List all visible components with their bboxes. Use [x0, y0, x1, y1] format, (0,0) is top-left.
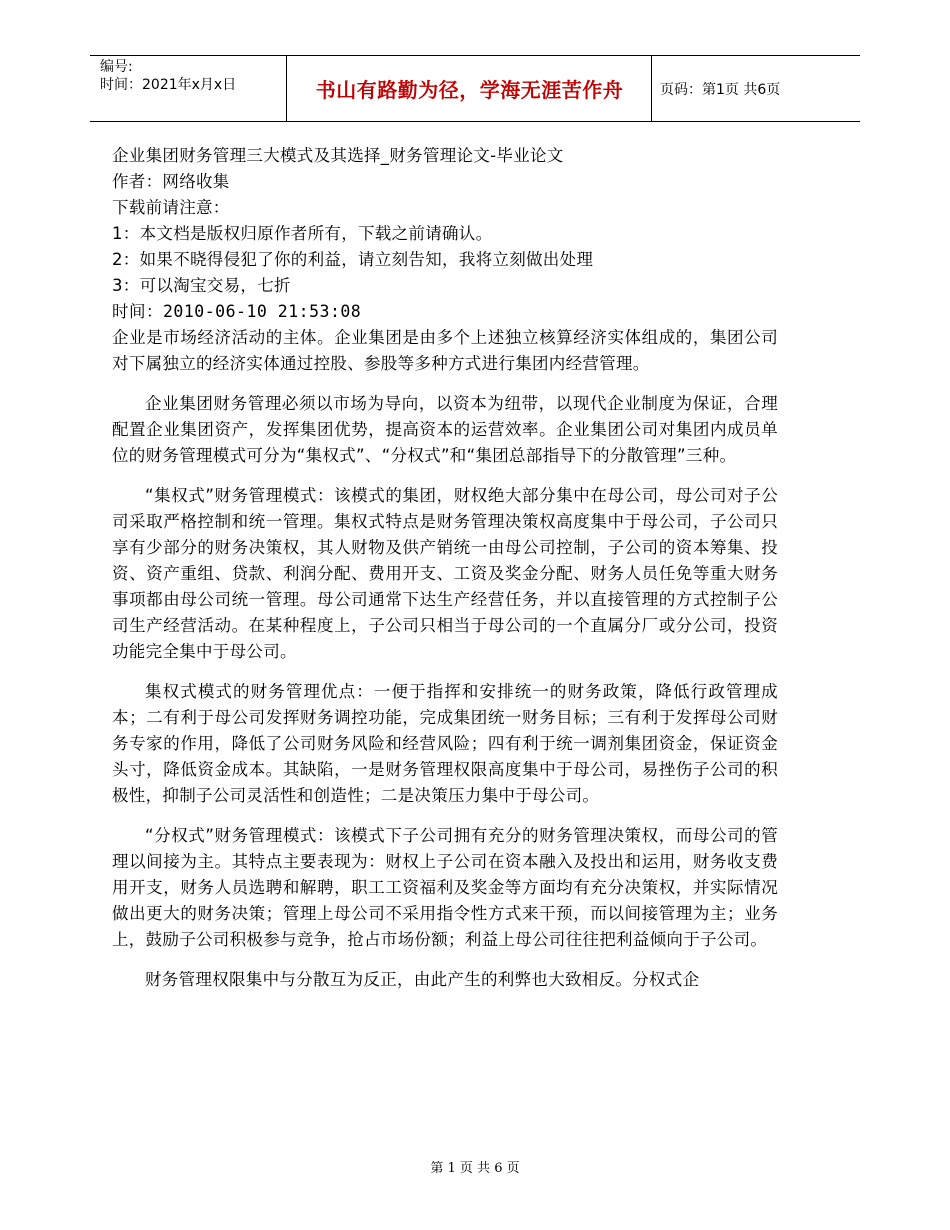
- notice-item-2: 2：如果不晓得侵犯了你的利益，请立刻告知，我将立刻做出处理: [112, 250, 594, 269]
- number-label: 编号:: [100, 59, 133, 75]
- document-body: [112, 143, 778, 1007]
- document-author: 作者：网络收集: [112, 172, 230, 191]
- paragraph-6: 财务管理权限集中与分散互为反正，由此产生的利弊也大致相反。分权式企: [145, 970, 700, 989]
- paragraph-4: 集权式模式的财务管理优点：一便于指挥和安排统一的财务政策，降低行政管理成本；二有利于母公司发挥财务调控功能，完成集团统一财务目标；三有利于发挥母公司财务专家的作用，降低了公司财务风险和经营风险；四有利于统一调剂集团资金，保证资金头寸，降低资金成本。其缺陷，一是财务管理权限高度集中于母公司，易挫伤子公司的积极性，抑制子公司灵活性和创造性；二是决策压力集中于母公司。: [112, 682, 778, 805]
- document-time: 时间：2010-06-10 21:53:08: [112, 302, 362, 321]
- paragraph-3: “集权式”财务管理模式：该模式的集团，财权绝大部分集中在母公司，母公司对子公司采取严格控制和统一管理。集权式特点是财务管理决策权高度集中于母公司，子公司只享有少部分的财务决策权，其人财物及供产销统一由母公司控制，子公司的资本筹集、投资、资产重组、贷款、利润分配、费用开支、工资及奖金分配、财务人员任免等重大财务事项都由母公司统一管理。母公司通常下达生产经营任务，并以直接管理的方式控制子公司生产经营活动。在某种程度上，子公司只相当于母公司的一个直属分厂或分公司，投资功能完全集中于母公司。: [112, 486, 778, 661]
- document-title: 企业集团财务管理三大模式及其选择_财务管理论文-毕业论文: [112, 146, 564, 165]
- paragraph-2: 企业集团财务管理必须以市场为导向，以资本为纽带，以现代企业制度为保证，合理配置企业集团资产，发挥集团优势，提高资本的运营效率。企业集团公司对集团内成员单位的财务管理模式可分为“集权式”、“分权式”和“集团总部指导下的分散管理”三种。: [112, 394, 778, 465]
- paragraph-1: 企业是市场经济活动的主体。企业集团是由多个上述独立核算经济实体组成的，集团公司对下属独立的经济实体通过控股、参股等多种方式进行集团内经营管理。: [112, 328, 778, 373]
- header-page-info: 页码：第1页 共6页: [660, 81, 781, 98]
- page-header: [90, 55, 860, 122]
- date-label: 时间：2021年x月x日: [100, 77, 237, 93]
- notice-heading: 下载前请注意：: [112, 198, 230, 217]
- header-divider-right: [651, 56, 652, 121]
- header-meta: [100, 58, 236, 94]
- page-footer: 第 1 页 共 6 页: [430, 1161, 520, 1176]
- notice-item-1: 1：本文档是版权归原作者所有，下载之前请确认。: [112, 224, 493, 243]
- header-motto: 书山有路勤为径，学海无涯苦作舟: [315, 78, 624, 102]
- notice-item-3: 3：可以淘宝交易，七折: [112, 276, 291, 295]
- paragraph-5: “分权式”财务管理模式：该模式下子公司拥有充分的财务管理决策权，而母公司的管理以间接为主。其特点主要表现为：财权上子公司在资本融入及投出和运用，财务收支费用开支，财务人员选聘和解聘，职工工资福利及奖金等方面均有充分决策权，并实际情况做出更大的财务决策；管理上母公司不采用指令性方式来干预，而以间接管理为主；业务上，鼓励子公司积极参与竞争，抢占市场份额；利益上母公司往往把利益倾向于子公司。: [112, 826, 778, 949]
